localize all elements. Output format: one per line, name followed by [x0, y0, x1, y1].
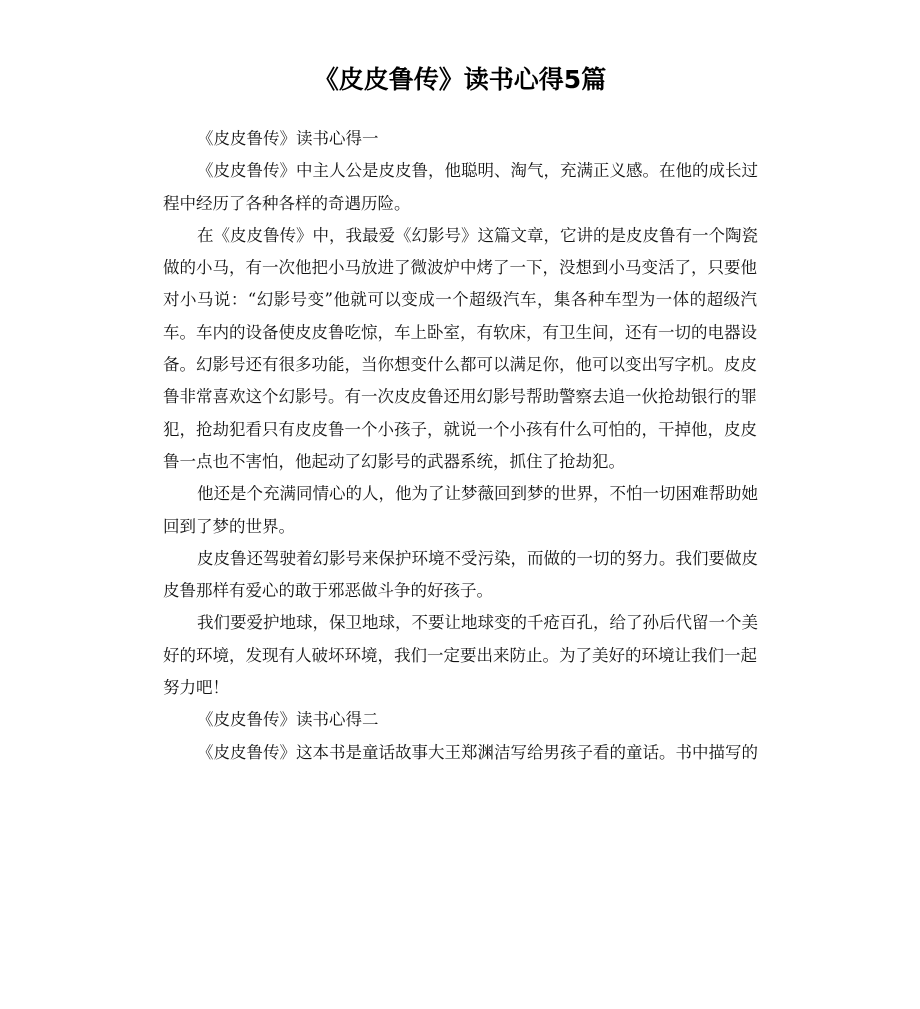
- paragraph: [163, 607, 757, 704]
- text-line: 车。车内的设备使皮皮鲁吃惊，车上卧室，有软床，有卫生间，还有一切的电器设: [163, 322, 757, 342]
- text-line: 回到了梦的世界。: [163, 516, 295, 536]
- section-heading: [163, 123, 757, 155]
- paragraph: [163, 220, 757, 478]
- text-line: 做的小马，有一次他把小马放进了微波炉中烤了一下，没想到小马变活了，只要他: [163, 258, 757, 278]
- text-line: 对小马说：“幻影号变”他就可以变成一个超级汽车，集各种车型为一体的超级汽: [163, 290, 757, 310]
- paragraph: [163, 155, 757, 220]
- document-body: [163, 123, 757, 769]
- paragraph: [163, 737, 757, 769]
- section-heading: [163, 704, 757, 736]
- text-line: 鲁一点也不害怕，他起动了幻影号的武器系统，抓住了抢劫犯。: [163, 451, 625, 471]
- text-line: 皮皮鲁还驾驶着幻影号来保护环境不受污染，而做的一切的努力。我们要做皮: [197, 548, 758, 568]
- text-line: 程中经历了各种各样的奇遇历险。: [163, 193, 411, 213]
- text-line: 《皮皮鲁传》读书心得二: [197, 710, 379, 730]
- text-line: 鲁非常喜欢这个幻影号。有一次皮皮鲁还用幻影号帮助警察去追一伙抢劫银行的罪: [163, 387, 757, 407]
- text-line: 好的环境，发现有人破坏环境，我们一定要出来防止。为了美好的环境让我们一起: [163, 645, 757, 665]
- paragraph: [163, 543, 757, 608]
- document-title: 《皮皮鲁传》读书心得5篇: [313, 65, 607, 94]
- text-line: 在《皮皮鲁传》中，我最爱《幻影号》这篇文章，它讲的是皮皮鲁有一个陶瓷: [197, 225, 758, 245]
- text-line: 《皮皮鲁传》这本书是童话故事大王郑渊洁写给男孩子看的童话。书中描写的: [197, 742, 758, 762]
- text-line: 我们要爱护地球，保卫地球，不要让地球变的千疮百孔，给了孙后代留一个美: [197, 613, 758, 633]
- paragraph: [163, 478, 757, 543]
- text-line: 他还是个充满同情心的人，他为了让梦薇回到梦的世界，不怕一切困难帮助她: [197, 484, 758, 504]
- text-line: 《皮皮鲁传》中主人公是皮皮鲁，他聪明、淘气，充满正义感。在他的成长过: [197, 161, 758, 181]
- text-line: 皮鲁那样有爱心的敢于邪恶做斗争的好孩子。: [163, 581, 493, 601]
- text-line: 努力吧！: [163, 678, 229, 698]
- text-line: 备。幻影号还有很多功能，当你想变什么都可以满足你，他可以变出写字机。皮皮: [163, 355, 757, 375]
- text-line: 犯，抢劫犯看只有皮皮鲁一个小孩子，就说一个小孩有什么可怕的，干掉他，皮皮: [163, 419, 757, 439]
- text-line: 《皮皮鲁传》读书心得一: [197, 129, 379, 148]
